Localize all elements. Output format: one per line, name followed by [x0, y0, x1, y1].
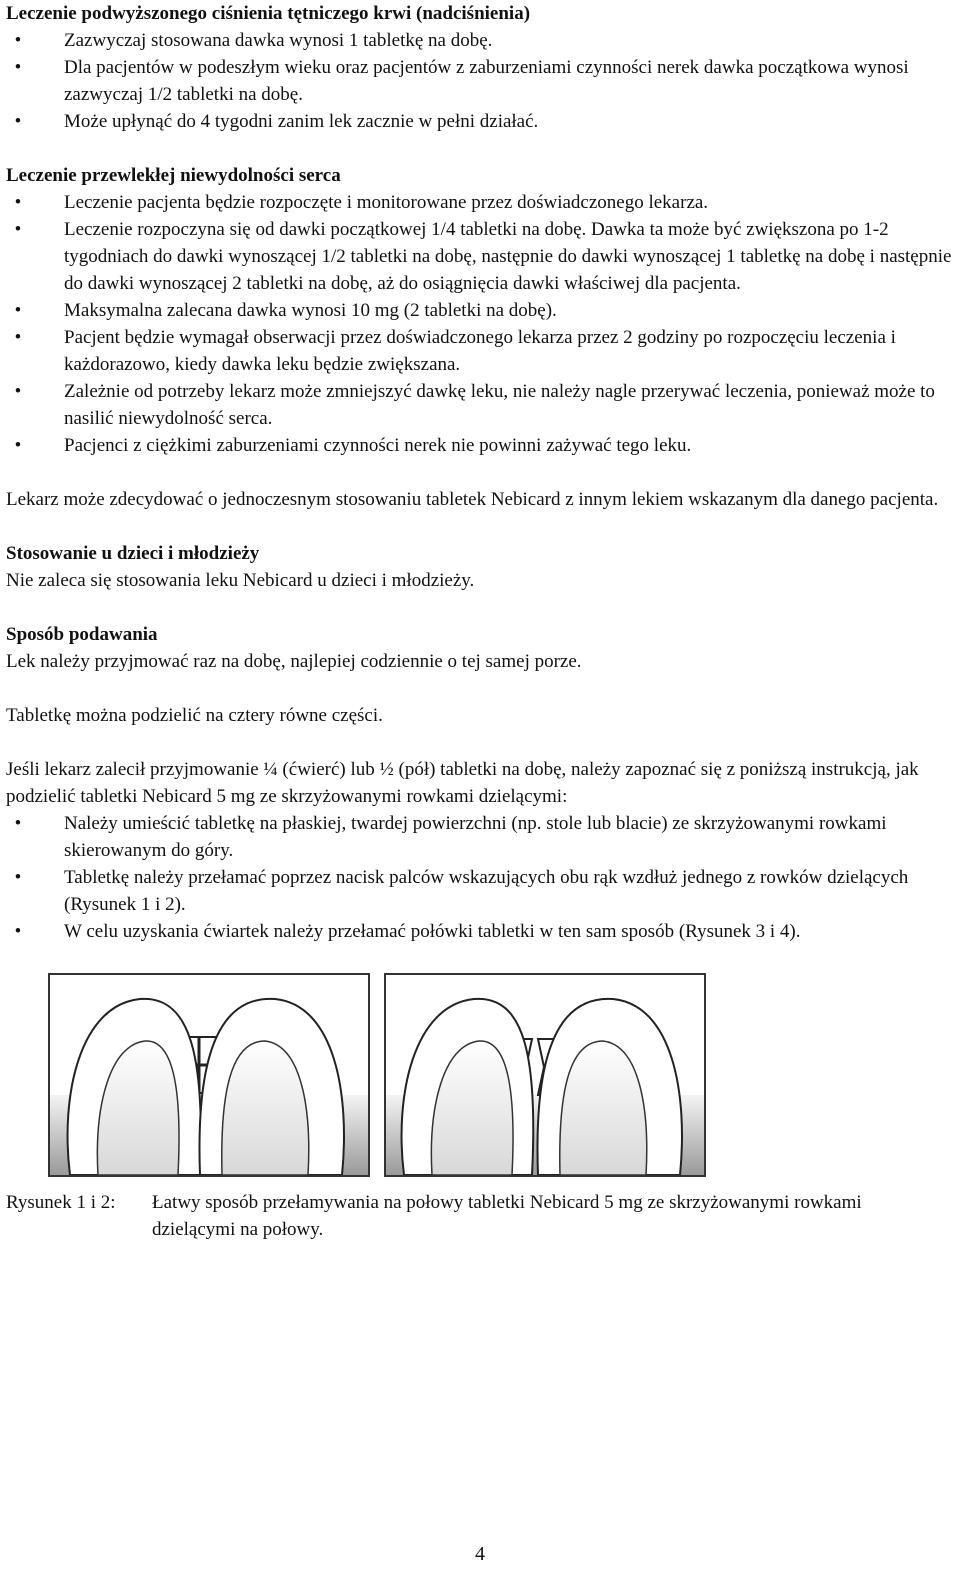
- children-heading: Stosowanie u dzieci i młodzieży: [6, 543, 260, 564]
- figure-2-illustration: [384, 973, 706, 1177]
- list-item-text: Leczenie pacjenta będzie rozpoczęte i monitorowane przez doświadczonego lekarza.: [64, 192, 709, 213]
- hypertension-heading: Leczenie podwyższonego ciśnienia tętniczego krwi (nadciśnienia): [6, 3, 531, 24]
- combination-note: Lekarz może zdecydować o jednoczesnym stosowaniu tabletek Nebicard z innym lekiem wskazanym dla danego pacjenta.: [6, 489, 939, 510]
- heart-failure-heading: Leczenie przewlekłej niewydolności serca: [6, 165, 341, 186]
- list-item-text: Należy umieścić tabletkę na płaskiej, twardej powierzchni (np. stole lub blacie) ze skrzyżowanymi rowkami skierowanym do góry.: [64, 813, 887, 861]
- spacer: [6, 135, 954, 162]
- bullet-icon: •: [14, 111, 22, 132]
- bullet-icon: •: [14, 30, 22, 51]
- list-item: [6, 324, 954, 378]
- page-number: 4: [475, 1543, 485, 1565]
- spacer: [6, 459, 954, 486]
- list-item: [6, 810, 954, 864]
- bullet-icon: •: [14, 435, 22, 456]
- spacer: [6, 675, 954, 702]
- figure-1-illustration: [48, 973, 370, 1177]
- figure-caption: [6, 1189, 954, 1243]
- hypertension-list: [6, 27, 954, 135]
- list-item: [6, 54, 954, 108]
- heart-failure-list: [6, 189, 954, 459]
- administration-text: Lek należy przyjmować raz na dobę, najlepiej codziennie o tej samej porze.: [6, 651, 582, 672]
- children-text: Nie zaleca się stosowania leku Nebicard u dzieci i młodzieży.: [6, 570, 475, 591]
- fingers-breaking-tablet-illustration: [386, 975, 704, 1175]
- bullet-icon: •: [14, 57, 22, 78]
- bullet-icon: •: [14, 192, 22, 213]
- bullet-icon: •: [14, 219, 22, 240]
- list-item: [6, 864, 954, 918]
- caption-text: Łatwy sposób przełamywania na połowy tabletki Nebicard 5 mg ze skrzyżowanymi rowkami dzielącymi na połowy.: [152, 1192, 862, 1240]
- bullet-icon: •: [14, 300, 22, 321]
- list-item: [6, 297, 954, 324]
- list-item-text: Dla pacjentów w podeszłym wieku oraz pacjentów z zaburzeniami czynności nerek dawka początkowa wynosi zazwyczaj 1/2 tabletki na dobę.: [64, 57, 909, 105]
- list-item: [6, 918, 954, 945]
- split-note: Tabletkę można podzielić na cztery równe części.: [6, 705, 383, 726]
- administration-heading: Sposób podawania: [6, 624, 158, 645]
- list-item-text: Zazwyczaj stosowana dawka wynosi 1 tabletkę na dobę.: [64, 30, 493, 51]
- bullet-icon: •: [14, 327, 22, 348]
- fingers-on-tablet-illustration: [50, 975, 368, 1175]
- bullet-icon: •: [14, 867, 22, 888]
- list-item-text: W celu uzyskania ćwiartek należy przełamać połówki tabletki w ten sam sposób (Rysunek 3 i 4).: [64, 921, 801, 942]
- list-item: [6, 432, 954, 459]
- list-item-text: Pacjent będzie wymagał obserwacji przez doświadczonego lekarza przez 2 godziny po rozpoczęciu leczenia i każdorazowo, kiedy dawka leku będzie zwiększana.: [64, 327, 896, 375]
- bullet-icon: •: [14, 813, 22, 834]
- list-item-text: Leczenie rozpoczyna się od dawki początkowej 1/4 tabletki na dobę. Dawka ta może być zwiększona po 1-2 tygodniach do dawki wynoszącej 1/2 tabletki na dobę, następnie do dawki wynoszącej 1 tabletkę na dobę i następnie do dawki wynoszącej 2 tabletki na dobę, aż do osiągnięcia dawki właściwej dla pacjenta.: [64, 219, 952, 294]
- tablet-splitting-figure: [6, 953, 706, 1185]
- bullet-icon: •: [14, 921, 22, 942]
- list-item-text: Pacjenci z ciężkimi zaburzeniami czynności nerek nie powinni zażywać tego leku.: [64, 435, 692, 456]
- list-item-text: Tabletkę należy przełamać poprzez nacisk palców wskazujących obu rąk wzdłuż jednego z rowków dzielących (Rysunek 1 i 2).: [64, 867, 909, 915]
- instruction-list: [6, 810, 954, 945]
- list-item: [6, 378, 954, 432]
- list-item: [6, 189, 954, 216]
- list-item-text: Zależnie od potrzeby lekarz może zmniejszyć dawkę leku, nie należy nagle przerywać leczenia, ponieważ może to nasilić niewydolność serca.: [64, 381, 935, 429]
- list-item-text: Maksymalna zalecana dawka wynosi 10 mg (2 tabletki na dobę).: [64, 300, 557, 321]
- instruction-intro: Jeśli lekarz zalecił przyjmowanie ¼ (ćwierć) lub ½ (pół) tabletki na dobę, należy zapoznać się z poniższą instrukcją, jak podzielić tabletki Nebicard 5 mg ze skrzyżowanymi rowkami dzielącymi:: [6, 759, 919, 807]
- list-item: [6, 27, 954, 54]
- document-page: [6, 0, 954, 1243]
- list-item: [6, 108, 954, 135]
- spacer: [6, 513, 954, 540]
- list-item: [6, 216, 954, 297]
- spacer: [6, 729, 954, 756]
- spacer: [6, 594, 954, 621]
- bullet-icon: •: [14, 381, 22, 402]
- caption-label: Rysunek 1 i 2:: [6, 1192, 116, 1213]
- list-item-text: Może upłynąć do 4 tygodni zanim lek zacznie w pełni działać.: [64, 111, 539, 132]
